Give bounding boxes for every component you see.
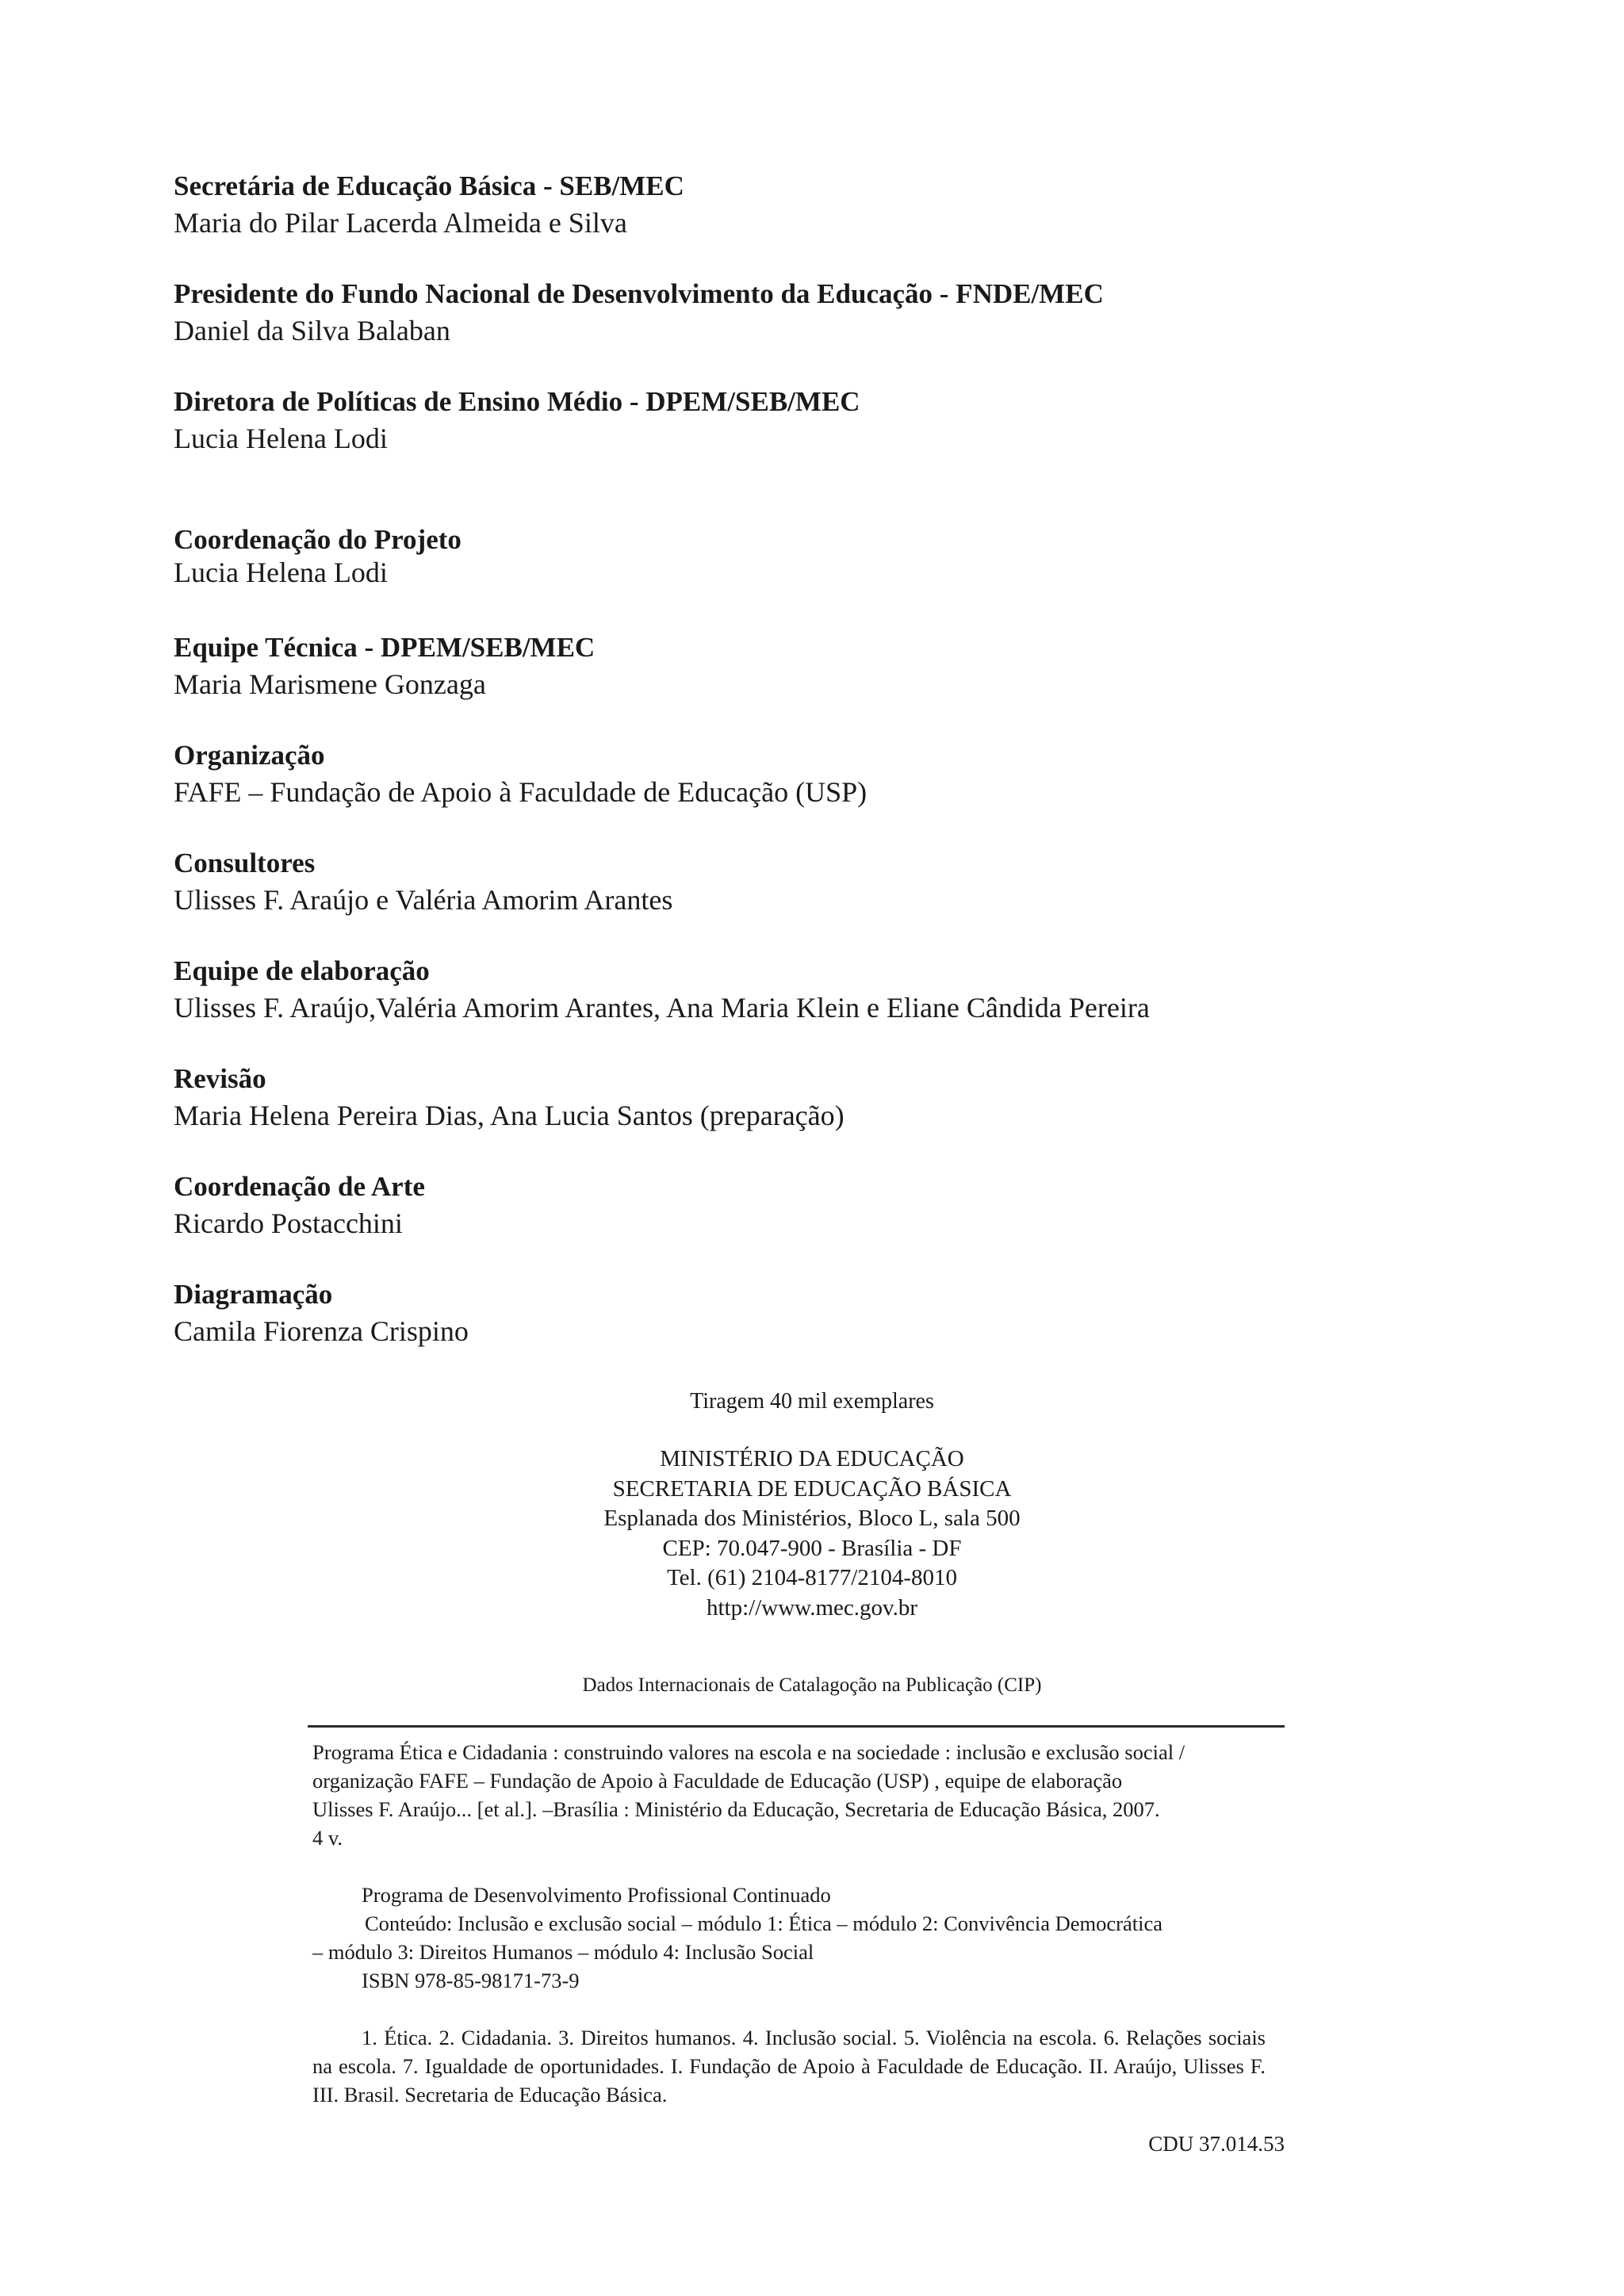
cip-isbn: ISBN 978-85-98171-73-9 <box>362 1969 580 1992</box>
cip-contents: Conteúdo: Inclusão e exclusão social – módulo 1: Ética – módulo 2: Convivência Democrática <box>365 1911 1163 1935</box>
website-url: http://www.mec.gov.br <box>706 1594 918 1621</box>
cip-series: Programa de Desenvolvimento Profissional Continuado <box>362 1883 831 1907</box>
cip-reference-line: 4 v. <box>312 1826 343 1850</box>
credit-person: Maria Marismene Gonzaga <box>174 668 486 700</box>
cip-reference-line: Programa Ética e Cidadania : construindo valores na escola e na sociedade : inclusão e exclusão social / <box>312 1740 1185 1764</box>
credit-person: Maria Helena Pereira Dias, Ana Lucia Santos (preparação) <box>174 1100 845 1131</box>
credit-group <box>174 629 1411 702</box>
phone-numbers: Tel. (61) 2104-8177/2104-8010 <box>666 1565 958 1590</box>
credit-role: Revisão <box>174 1063 266 1094</box>
credit-role: Coordenação de Arte <box>174 1171 425 1202</box>
credit-role: Secretária de Educação Básica - SEB/MEC <box>174 170 684 201</box>
cip-reference <box>312 1738 1266 1852</box>
cip-notes <box>312 1881 1266 1995</box>
credit-group <box>174 845 1411 918</box>
credit-group <box>174 276 1411 349</box>
credits-section <box>174 168 1411 1349</box>
credit-group <box>174 1061 1411 1134</box>
credit-person: Maria do Pilar Lacerda Almeida e Silva <box>174 207 627 239</box>
credit-group <box>174 1276 1411 1349</box>
credit-role: Equipe Técnica - DPEM/SEB/MEC <box>174 632 596 663</box>
credit-group <box>174 522 1411 587</box>
credit-role: Coordenação do Projeto <box>174 524 462 555</box>
credit-role: Organização <box>174 740 325 771</box>
cip-record <box>312 1738 1266 2109</box>
cip-reference-line: organização FAFE – Fundação de Apoio à Faculdade de Educação (USP) , equipe de elaboração <box>312 1769 1123 1793</box>
print-run: Tiragem 40 mil exemplares <box>690 1389 934 1414</box>
credit-person: Camila Fiorenza Crispino <box>174 1315 469 1347</box>
credit-person: Daniel da Silva Balaban <box>174 315 450 346</box>
cdu-classification: CDU 37.014.53 <box>1148 2132 1285 2156</box>
postal-code: CEP: 70.047-900 - Brasília - DF <box>662 1535 962 1561</box>
credit-role: Consultores <box>174 848 316 878</box>
credit-role: Diretora de Políticas de Ensino Médio - DPEM/SEB/MEC <box>174 386 860 417</box>
credit-role: Presidente do Fundo Nacional de Desenvolvimento da Educação - FNDE/MEC <box>174 278 1104 309</box>
credit-person: Ulisses F. Araújo,Valéria Amorim Arantes, Ana Maria Klein e Eliane Cândida Pereira <box>174 992 1150 1024</box>
credit-group <box>174 1169 1411 1242</box>
cip-contents-continued: – módulo 3: Direitos Humanos – módulo 4: Inclusão Social <box>312 1940 814 1964</box>
cip-reference-line: Ulisses F. Araújo... [et al.]. –Brasília : Ministério da Educação, Secretaria de Educação Básica, 2007. <box>312 1797 1160 1821</box>
ministry-name: MINISTÉRIO DA EDUCAÇÃO <box>660 1446 964 1471</box>
credit-person: Ricardo Postacchini <box>174 1207 403 1239</box>
credit-role: Diagramação <box>174 1279 333 1310</box>
credit-person: Lucia Helena Lodi <box>174 557 388 588</box>
credit-role: Equipe de elaboração <box>174 955 430 986</box>
cip-title: Dados Internacionais de Catalagoção na Publicação (CIP) <box>582 1674 1042 1696</box>
credit-group <box>174 953 1411 1026</box>
credit-group <box>174 384 1411 457</box>
credit-group <box>174 737 1411 810</box>
credit-group <box>174 168 1411 241</box>
publisher-address <box>0 1445 1624 1623</box>
cip-divider <box>308 1725 1285 1728</box>
credit-person: FAFE – Fundação de Apoio à Faculdade de Educação (USP) <box>174 776 868 808</box>
street-address: Esplanada dos Ministérios, Bloco L, sala 500 <box>603 1506 1021 1531</box>
credit-person: Ulisses F. Araújo e Valéria Amorim Arantes <box>174 884 673 916</box>
cip-subjects: 1. Ética. 2. Cidadania. 3. Direitos humanos. 4. Inclusão social. 5. Violência na escola. 6. Relações sociais na escola. 7. Igualdade de oportunidades. I. Fundação de Apoio à Faculdade de Educação. II. Araújo, Ulisses F. III. Brasil. Secretaria de Educação Básica. <box>312 2026 1266 2107</box>
credit-person: Lucia Helena Lodi <box>174 423 388 454</box>
secretariat-name: SECRETARIA DE EDUCAÇÃO BÁSICA <box>612 1475 1012 1502</box>
